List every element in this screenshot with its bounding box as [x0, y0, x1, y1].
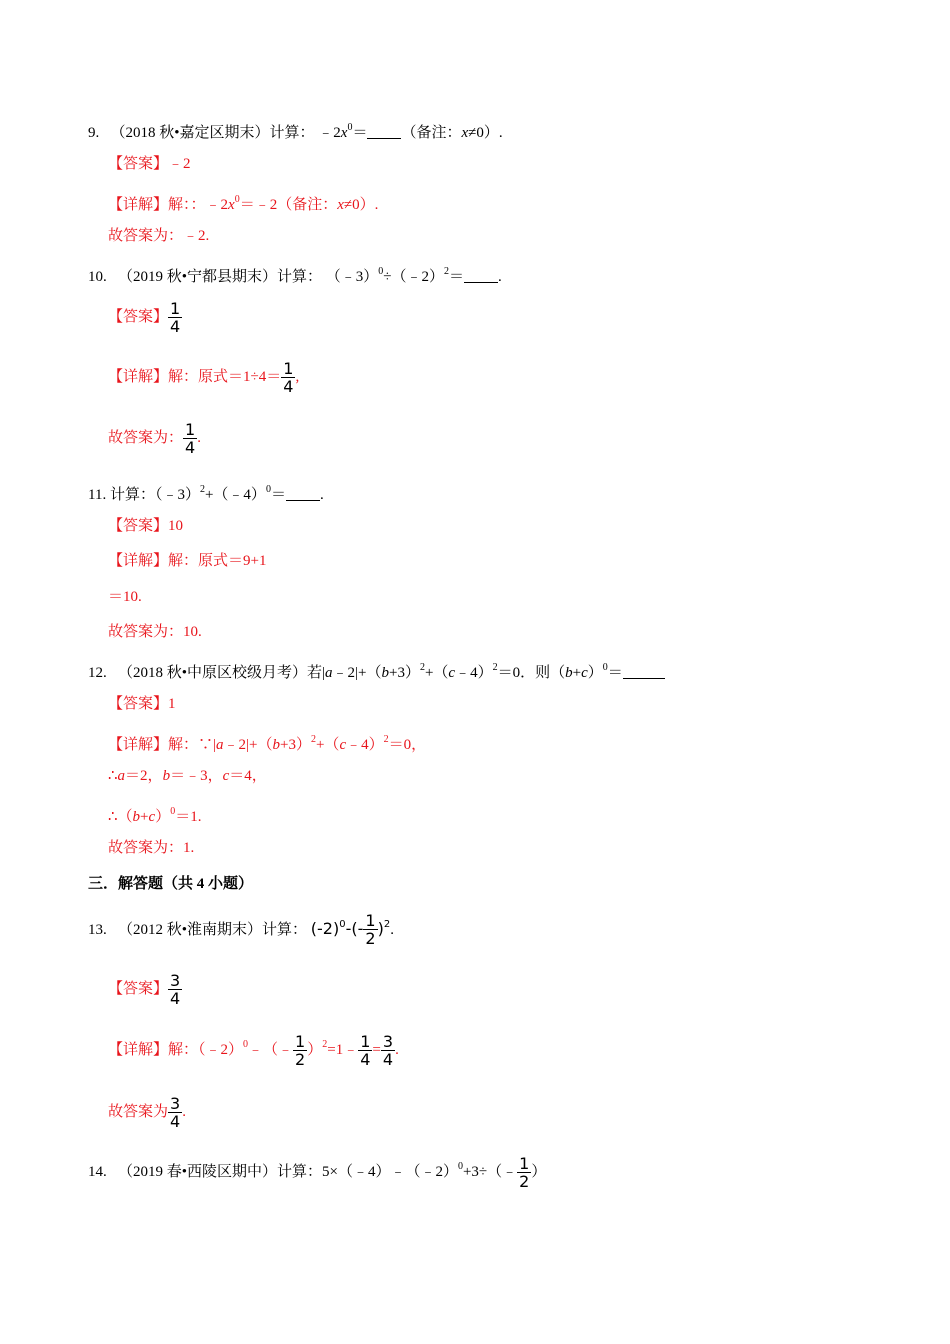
answer-blank	[464, 268, 498, 283]
answer-label: 【答案】	[108, 308, 169, 325]
q11-question: 11. 计算：（﹣3）$^2$+（﹣4）$^0$＝ .	[88, 484, 324, 503]
q9-answer: 【答案】﹣2	[108, 156, 191, 172]
q11-detail: 【详解】解：原式＝9+1	[108, 553, 267, 569]
q10-question: 10. （2019 秋•宁都县期末）计算： （﹣3）$^0$÷（﹣2）$^2$＝ .	[88, 266, 502, 285]
detail-label: 【详解】	[108, 197, 169, 213]
q13-number: 13.	[88, 922, 107, 938]
fraction: $\frac{1}{4}$	[283, 359, 294, 396]
q9-source: （2018 秋•嘉定区期末）计算：	[110, 125, 315, 141]
q10-answer	[108, 300, 182, 335]
answer-label: 【答案】	[108, 696, 169, 712]
q13-conclusion: 故答案为 $\frac{3}{4}$ .	[108, 1094, 186, 1131]
q13-detail: 【详解】解：（﹣2）$^0$﹣（﹣ $\frac{1}{2}$ ）$^2$=1﹣ $\frac{1}{4}$ = $\frac{3}{4}$ .	[108, 1032, 399, 1069]
q13-answer	[108, 972, 182, 1007]
detail-label: 【详解】	[108, 737, 169, 753]
fraction: $\frac{1}{4}$	[170, 299, 181, 336]
answer-label: 【答案】	[108, 518, 169, 534]
fraction: $\frac{3}{4}$	[382, 1032, 394, 1069]
answer-blank	[367, 124, 401, 139]
section-heading: 三．解答题（共 4 小题）	[88, 876, 254, 892]
q10-number: 10.	[88, 269, 107, 285]
q12-conclusion: 故答案为：1.	[108, 840, 195, 856]
fraction: $\frac{1}{2}$	[365, 911, 376, 948]
q10-conclusion: 故答案为： $\frac{1}{4}$ .	[108, 420, 201, 457]
q14-number: 14.	[88, 1163, 107, 1180]
fraction: $\frac{1}{2}$	[519, 1154, 530, 1191]
q12-detail-line2: ∴a＝2，b＝﹣3，c＝4，	[108, 768, 267, 784]
q13-question: 13. （2012 秋•淮南期末）计算： $(-2)^0-(-$ $\frac{1}{2}$ )$^2$.	[88, 911, 394, 948]
q10-detail: 【详解】解：原式＝1÷4＝ $\frac{1}{4}$ ,	[108, 359, 300, 396]
q9-number: 9.	[88, 125, 100, 141]
q12-answer: 【答案】1	[108, 696, 176, 712]
q10-source: （2019 秋•宁都县期末）计算：	[118, 269, 323, 285]
answer-label: 【答案】	[108, 980, 169, 997]
q13-source: （2012 秋•淮南期末）计算：	[118, 922, 308, 938]
answer-blank	[623, 664, 665, 679]
answer-blank	[286, 486, 320, 501]
fraction: $\frac{3}{4}$	[170, 971, 181, 1008]
q11-detail-line2: ＝10.	[108, 589, 142, 605]
q12-source: （2018 秋•中原区校级月考）若|	[118, 665, 326, 681]
math-expression: $(-2)^0-(-$ $\frac{1}{2}$ )$^2$	[310, 911, 391, 948]
q12-number: 12.	[88, 665, 107, 681]
q9-question: 9. （2018 秋•嘉定区期末）计算： $﹣2x^0=$ （备注：x≠0）.	[88, 122, 503, 141]
q9-detail: 【详解】解：：$﹣2x^0=﹣2$（备注：x≠0）.	[108, 194, 379, 213]
q11-number: 11.	[88, 487, 107, 503]
q14-question: 14. （2019 春•西陵区期中）计算：5×（﹣4）﹣（﹣2）$^0$+3÷（﹣ $\frac{1}{2}$ ）	[88, 1154, 547, 1191]
detail-label: 【详解】	[108, 1041, 169, 1058]
fraction: $\frac{1}{2}$	[295, 1032, 306, 1069]
fraction: $\frac{1}{4}$	[185, 420, 196, 457]
fraction: $\frac{1}{4}$	[360, 1032, 371, 1069]
q12-detail: 【详解】解：$\because|a﹣2|+(b+3)^2+(c﹣4)^2=0$，	[108, 734, 427, 753]
q12-question: 12. （2018 秋•中原区校级月考）若$|a﹣2|+(b+3)^2+(c﹣4)^2=0$．则$(b+c)^0=$	[88, 658, 665, 683]
q12-detail-line3: $\therefore(b+c)^0=1$.	[108, 806, 202, 825]
q11-conclusion: 故答案为：10.	[108, 624, 202, 640]
q14-source: （2019 春•西陵区期中）计算：5×（﹣4）﹣（﹣2）	[118, 1163, 458, 1180]
answer-label: 【答案】	[108, 156, 169, 172]
fraction: $\frac{3}{4}$	[170, 1094, 181, 1131]
detail-label: 【详解】	[108, 553, 169, 569]
q9-conclusion: 故答案为：﹣2.	[108, 228, 210, 244]
detail-label: 【详解】	[108, 368, 169, 385]
q11-answer: 【答案】10	[108, 518, 184, 534]
